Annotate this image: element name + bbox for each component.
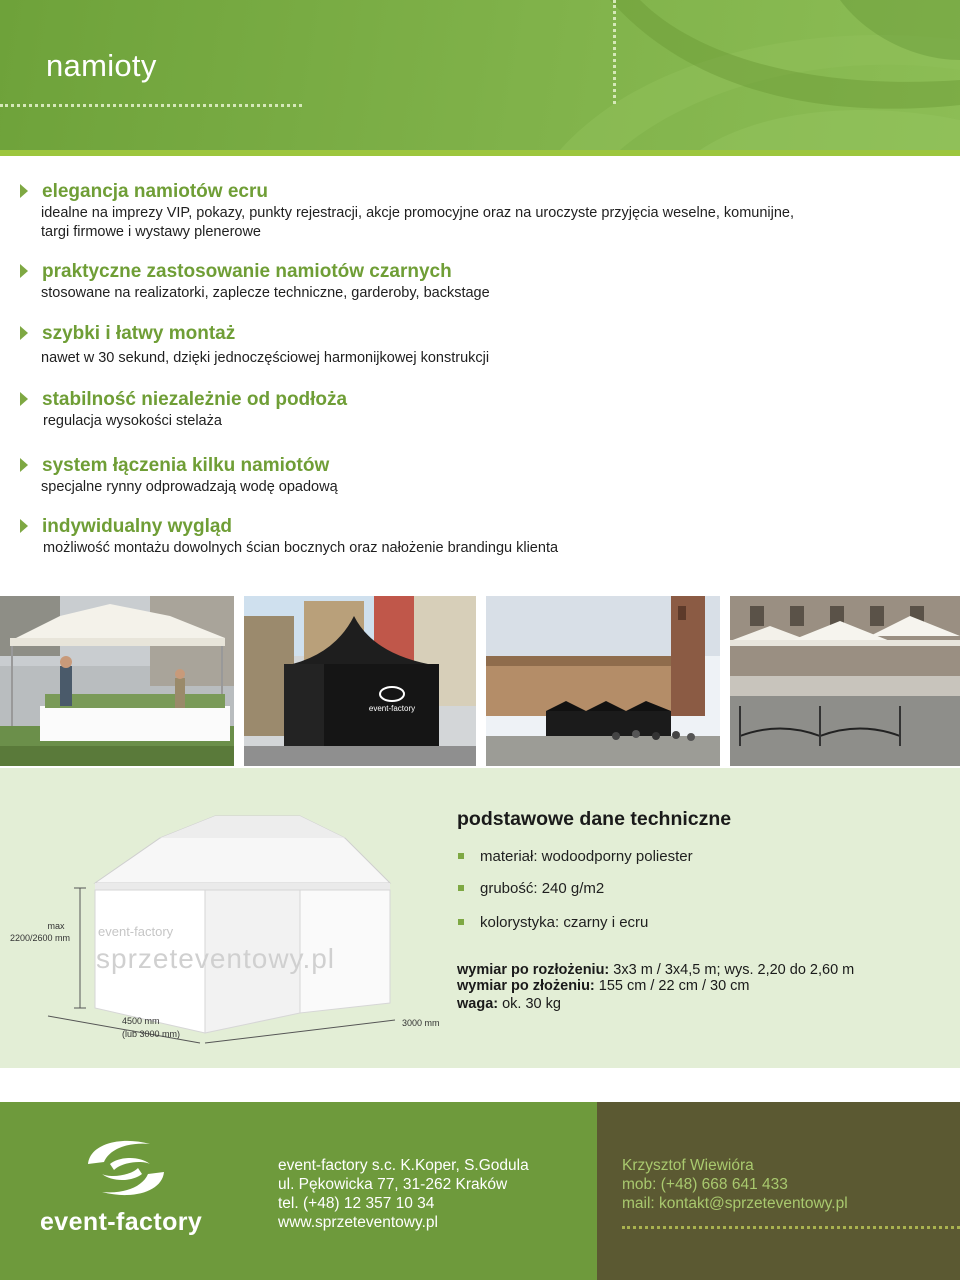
arrow-bullet-icon bbox=[20, 326, 28, 340]
feature-description: możliwość montażu dowolnych ścian bocznych oraz nałożenie brandingu klienta bbox=[43, 540, 559, 556]
watermark-large-text: sprzeteventowy.pl bbox=[96, 943, 336, 974]
technical-data-panel bbox=[0, 768, 960, 1068]
header-dotted-line bbox=[0, 104, 302, 107]
event-factory-logo-icon bbox=[80, 1134, 172, 1204]
spec-item: kolorystyka: czarny i ecru bbox=[458, 914, 648, 931]
feature-title: praktyczne zastosowanie namiotów czarnych bbox=[42, 261, 452, 282]
company-phone: tel. (+48) 12 357 10 34 bbox=[278, 1195, 435, 1212]
photo-ecru-tents-square bbox=[730, 596, 960, 766]
arrow-bullet-icon bbox=[20, 458, 28, 472]
contact-person-name: Krzysztof Wiewióra bbox=[622, 1157, 754, 1174]
feature-description: regulacja wysokości stelaża bbox=[43, 413, 222, 429]
header-vertical-dotted-line bbox=[613, 0, 616, 104]
header-stripe bbox=[0, 150, 960, 156]
height-value-label: 2200/2600 mm bbox=[9, 933, 71, 943]
technical-data-title: podstawowe dane techniczne bbox=[457, 808, 732, 830]
dimension-unfolded: wymiar po rozłożeniu: 3x3 m / 3x4,5 m; wys. 2,20 do 2,60 m bbox=[457, 962, 855, 978]
contact-mobile: mob: (+48) 668 641 433 bbox=[622, 1176, 788, 1193]
feature-title: system łączenia kilku namiotów bbox=[42, 455, 330, 476]
photo-ecru-tent-buffet bbox=[0, 596, 234, 766]
spec-item: grubość: 240 g/m2 bbox=[458, 880, 604, 897]
feature-description: specjalne rynny odprowadzają wodę opadową bbox=[41, 479, 338, 495]
photo-black-tent bbox=[244, 596, 476, 766]
page-header bbox=[0, 0, 960, 150]
spec-item: materiał: wodoodporny poliester bbox=[458, 848, 693, 865]
page-title: namioty bbox=[46, 48, 157, 83]
arrow-bullet-icon bbox=[20, 184, 28, 198]
dimension-folded: wymiar po złożeniu: 155 cm / 22 cm / 30 cm bbox=[457, 978, 750, 994]
arrow-bullet-icon bbox=[20, 392, 28, 406]
square-bullet-icon bbox=[458, 853, 464, 859]
height-max-label: max bbox=[47, 921, 65, 931]
feature-title: stabilność niezależnie od podłoża bbox=[42, 389, 348, 410]
feature-title: szybki i łatwy montaż bbox=[42, 323, 236, 344]
depth-value-label: 3000 mm bbox=[402, 1018, 440, 1028]
black-tent-logo-text: event-factory bbox=[368, 704, 416, 713]
feature-title: indywidualny wygląd bbox=[42, 516, 233, 537]
arrow-bullet-icon bbox=[20, 519, 28, 533]
logo-wordmark: event-factory bbox=[40, 1208, 203, 1236]
width-alt-label: (lub 3000 mm) bbox=[122, 1029, 181, 1039]
feature-description: nawet w 30 sekund, dzięki jednoczęściowej harmonijkowej konstrukcji bbox=[41, 350, 490, 366]
company-website-link[interactable]: www.sprzeteventowy.pl bbox=[278, 1214, 438, 1231]
width-value-label: 4500 mm bbox=[122, 1016, 160, 1026]
watermark-small-text: event-factory bbox=[98, 924, 174, 939]
footer-dotted-line bbox=[622, 1226, 960, 1229]
company-name: event-factory s.c. K.Koper, S.Godula bbox=[278, 1157, 529, 1174]
square-bullet-icon bbox=[458, 919, 464, 925]
feature-title: elegancja namiotów ecru bbox=[42, 181, 268, 202]
arrow-bullet-icon bbox=[20, 264, 28, 278]
company-address: ul. Pękowicka 77, 31-262 Kraków bbox=[278, 1176, 508, 1193]
tent-dimension-drawing bbox=[0, 798, 450, 1058]
photo-market-square-tents bbox=[486, 596, 720, 766]
contact-email-link[interactable]: mail: kontakt@sprzeteventowy.pl bbox=[622, 1195, 848, 1212]
square-bullet-icon bbox=[458, 885, 464, 891]
feature-description: stosowane na realizatorki, zaplecze techniczne, garderoby, backstage bbox=[41, 285, 490, 301]
dimension-weight: waga: ok. 30 kg bbox=[457, 996, 561, 1012]
feature-description: idealne na imprezy VIP, pokazy, punkty rejestracji, akcje promocyjne oraz na uroczyste przyjęcia weselne, komunijne, targi firmowe i wystawy plenerowe bbox=[41, 205, 795, 240]
